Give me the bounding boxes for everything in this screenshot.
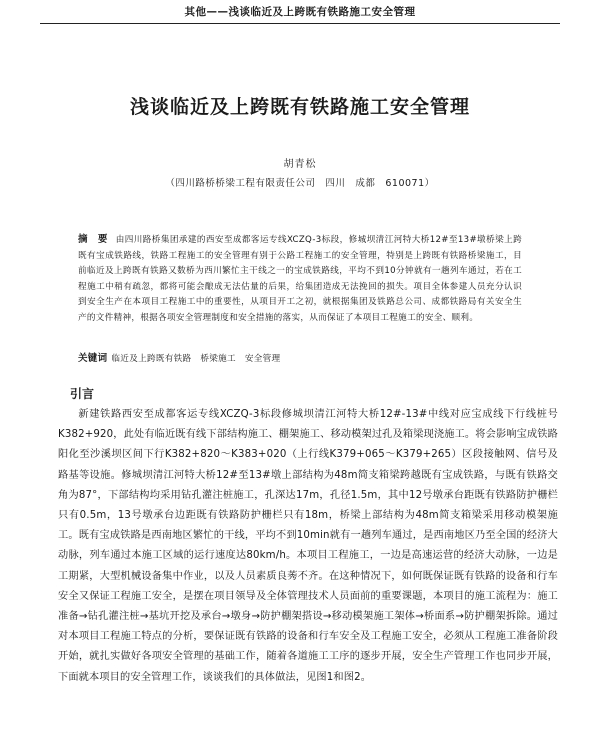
section-body: 新建铁路西安至成都客运专线XCZQ-3标段修城坝清江河特大桥12#-13#中线对应宝成线下行线桩号K382+920，此处有临近既有线下部结构施工、棚架施工、移动模架过孔及箱梁现浇施工。将会影响宝成铁路阳化至沙溪坝区间下行K382+820～K383+020（上行线K379+065～K379+265）区段接触网、信号及路基等设施。修城坝清江河特大桥12#至13#墩上部结构为48m简支箱梁跨越既有宝成铁路，与既有铁路交角为87°，下部结构均采用钻孔灌注桩施工，孔深达17m，孔径1.5m，其中12号墩承台距既有铁路防护栅栏只有0.5m，13号墩承台边距既有铁路防护栅栏只有18m，桥梁上部结构为48m简支箱梁采用移动模架施工。既有宝成铁路是西南地区繁忙的干线，平均不到10min就有一趟列车通过，是西南地区乃至全国的经济大动脉，列车通过本施工区域的运行速度达80km/h。本项目工程施工，一边是高速运营的经济大动脉，一边是工期紧，大型机械设备集中作业，以及人员素质良莠不齐。在这种情况下，如何既保证既有铁路的设备和行车安全又保证工程施工安全，是摆在项目领导及全体管理技术人员面前的重要课题，本项目的施工流程为：施工准备→钻孔灌注桩→基坑开挖及承台→墩身→防护棚架搭设→移动模架施工架体→桥面系→防护棚架拆除。通过对本项目工程施工特点的分析，要保证既有铁路的设备和行车安全及工程施工安全，必须从工程施工准备阶段开始，就扎实做好各项安全管理的基础工作，随着各道施工工序的逐步开展，安全生产管理工作也同步开展，下面就本项目的安全管理工作，谈谈我们的具体做法，见图1和图2。 — [58, 409, 558, 683]
author-name: 胡青松 — [283, 159, 317, 170]
paper-title: 浅谈临近及上跨既有铁路施工安全管理 — [129, 96, 470, 118]
abstract-label: 摘 要 — [78, 234, 108, 245]
abstract — [78, 232, 522, 327]
author-affiliation: （四川路桥桥梁工程有限责任公司 四川 成都 610071） — [165, 178, 435, 189]
keywords-label: 关键词 — [78, 353, 108, 364]
keywords — [78, 350, 522, 364]
keywords-text: 临近及上跨既有铁路 桥梁施工 安全管理 — [111, 354, 281, 364]
section-title: 引言 — [70, 387, 95, 401]
running-header: 其他——浅谈临近及上跨既有铁路施工安全管理 — [40, 4, 560, 24]
abstract-text: 由四川路桥集团承建的西安至成都客运专线XCZQ-3标段，修城坝清江河特大桥12#至13#墩桥梁上跨既有宝成铁路线，铁路工程施工的安全管理有别于公路工程施工的安全管理，特别是上跨既有铁路桥梁施工，目前临近及上跨既有铁路又数桥为西川繁忙主干线之一的宝成铁路线，平均不到10分钟就有一趟列车通过，若在工程施工中稍有疏忽，都将可能会酿成无法估量的后果，给集团造成无法挽回的损失。项目全体参建人员充分认识到安全生产在本项目工程施工中的重要性，从项目开工之初，就根据集团及铁路总公司、成都铁路局有关安全生产的文件精神，根据各项安全管理制度和安全措施的落实，从而保证了本项目工程施工的安全、顺利。 — [78, 235, 522, 323]
